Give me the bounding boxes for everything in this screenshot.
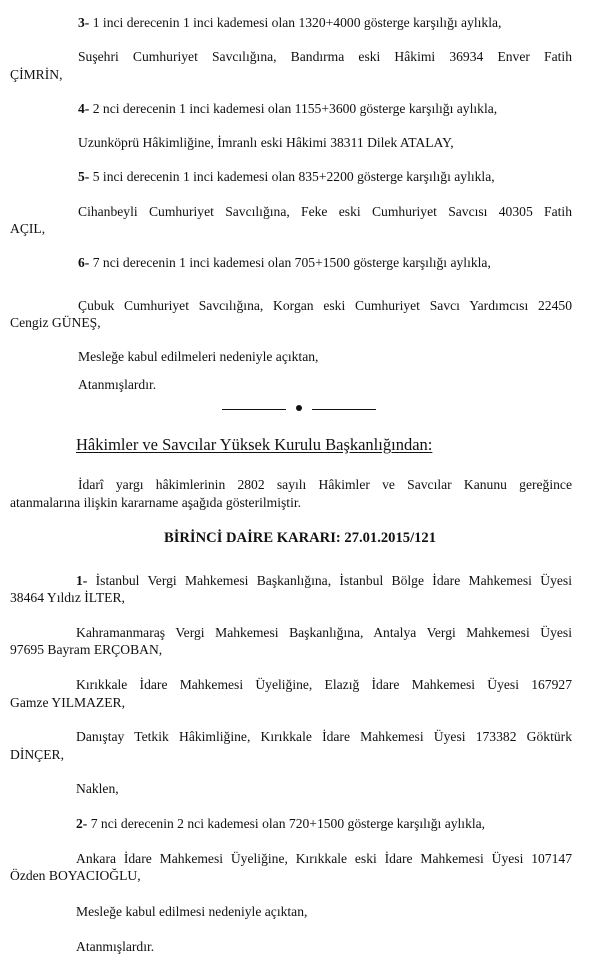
item-text: 7 nci derecenin 2 nci kademesi olan 720+1500 gösterge karşılığı aylıkla, bbox=[90, 816, 486, 831]
naklen-text: Naklen, bbox=[76, 781, 119, 796]
item-5-appointment-line2: AÇIL, bbox=[10, 221, 46, 236]
closing-reason: Mesleğe kabul edilmeleri nedeniyle açıktan, bbox=[78, 349, 319, 364]
item-6-salary bbox=[78, 254, 491, 271]
item-6-appointment-line2: Cengiz GÜNEŞ, bbox=[10, 315, 101, 330]
item-1b-line1: Kahramanmaraş Vergi Mahkemesi Başkanlığına, Antalya Vergi Mahkemesi Üyesi bbox=[76, 625, 572, 640]
item-3-appointment-line2: ÇİMRİN, bbox=[10, 67, 63, 82]
intro-line1: İdarî yargı hâkimlerinin 2802 sayılı Hâkimler ve Savcılar Kanunu gereğince bbox=[78, 477, 572, 492]
item-text: 2 nci derecenin 1 inci kademesi olan 1155+3600 gösterge karşılığı aylıkla, bbox=[92, 101, 498, 116]
separator-bullet-icon bbox=[296, 405, 302, 411]
decision-title: BİRİNCİ DAİRE KARARI: 27.01.2015/121 bbox=[163, 530, 437, 546]
item-2-line2: Özden BOYACIOĞLU, bbox=[10, 868, 141, 883]
item-2-line1: Ankara İdare Mahkemesi Üyeliğine, Kırıkkale eski İdare Mahkemesi Üyesi 107147 bbox=[76, 851, 572, 866]
closing-appointed: Atanmışlardır. bbox=[78, 377, 157, 392]
item-6-appointment-line1: Çubuk Cumhuriyet Savcılığına, Korgan eski Cumhuriyet Savcı Yardımcısı 22450 bbox=[78, 298, 572, 313]
item-1c-line2: Gamze YILMAZER, bbox=[10, 695, 126, 710]
item-text: 5 inci derecenin 1 inci kademesi olan 835+2200 gösterge karşılığı aylıkla, bbox=[92, 169, 495, 184]
item-2-salary bbox=[76, 815, 485, 832]
item-4-appointment: Uzunköprü Hâkimliğine, İmranlı eski Hâkimi 38311 Dilek ATALAY, bbox=[78, 135, 454, 150]
item-1-line2: 38464 Yıldız İLTER, bbox=[10, 590, 125, 605]
item-number: 3- bbox=[78, 15, 90, 30]
item-number: 2- bbox=[76, 816, 88, 831]
item-number: 4- bbox=[78, 101, 90, 116]
separator-right-line bbox=[312, 409, 376, 410]
item-text: 1 inci derecenin 1 inci kademesi olan 1320+4000 gösterge karşılığı aylıkla, bbox=[92, 15, 502, 30]
item-5-salary bbox=[78, 168, 495, 185]
item-number: 5- bbox=[78, 169, 90, 184]
intro-line2: atanmalarına ilişkin kararname aşağıda gösterilmiştir. bbox=[10, 495, 302, 510]
separator-left-line bbox=[222, 409, 286, 410]
item-number: 6- bbox=[78, 255, 90, 270]
closing-reason-2: Mesleğe kabul edilmesi nedeniyle açıktan, bbox=[76, 904, 308, 919]
item-text: 7 nci derecenin 1 inci kademesi olan 705+1500 gösterge karşılığı aylıkla, bbox=[92, 255, 491, 270]
item-3-salary bbox=[78, 14, 501, 31]
item-3-appointment-line1: Suşehri Cumhuriyet Savcılığına, Bandırma eski Hâkimi 36934 Enver Fatih bbox=[78, 49, 572, 64]
closing-appointed-2: Atanmışlardır. bbox=[76, 939, 155, 954]
item-1d-line1: Danıştay Tetkik Hâkimliğine, Kırıkkale İdare Mahkemesi Üyesi 173382 Göktürk bbox=[76, 729, 572, 744]
item-1c-line1: Kırıkkale İdare Mahkemesi Üyeliğine, Elazığ İdare Mahkemesi Üyesi 167927 bbox=[76, 677, 572, 692]
item-4-salary bbox=[78, 100, 497, 117]
item-number: 1- bbox=[76, 573, 88, 588]
item-text: İstanbul Vergi Mahkemesi Başkanlığına, İstanbul Bölge İdare Mahkemesi Üyesi bbox=[95, 573, 572, 588]
item-1b-line2: 97695 Bayram ERÇOBAN, bbox=[10, 642, 163, 657]
item-1-line1 bbox=[76, 572, 572, 589]
item-1d-line2: DİNÇER, bbox=[10, 747, 64, 762]
institution-heading: Hâkimler ve Savcılar Yüksek Kurulu Başkanlığından: bbox=[76, 435, 433, 454]
item-5-appointment-line1: Cihanbeyli Cumhuriyet Savcılığına, Feke eski Cumhuriyet Savcısı 40305 Fatih bbox=[78, 204, 572, 219]
